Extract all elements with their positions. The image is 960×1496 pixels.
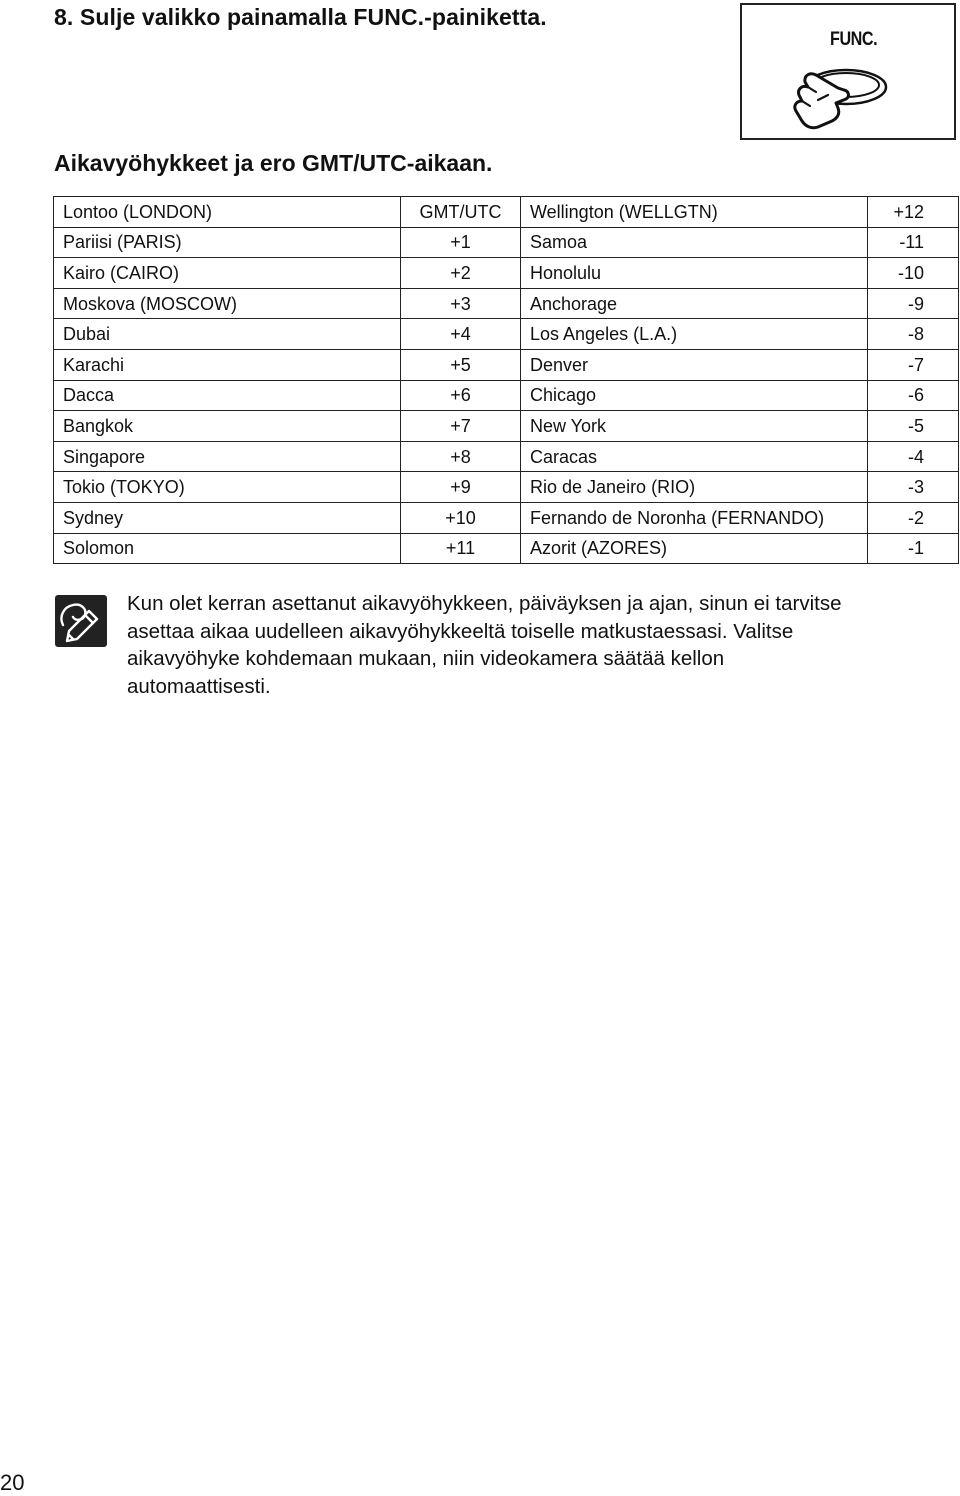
offset-cell: +2 (401, 258, 521, 289)
offset-cell: -8 (868, 319, 959, 350)
offset-cell: +11 (401, 533, 521, 564)
city-cell: New York (521, 411, 868, 442)
table-row (54, 502, 959, 533)
note-text (127, 590, 937, 700)
offset-cell: +4 (401, 319, 521, 350)
city-cell: Dacca (54, 380, 401, 411)
finger-press-icon (742, 5, 954, 138)
city-cell: Lontoo (LONDON) (54, 197, 401, 228)
offset-cell: +1 (401, 227, 521, 258)
offset-cell: -1 (868, 533, 959, 564)
city-cell: Samoa (521, 227, 868, 258)
city-cell: Anchorage (521, 288, 868, 319)
func-button-illustration (740, 3, 956, 140)
city-cell: Karachi (54, 349, 401, 380)
note-line: automaattisesti. (127, 674, 271, 698)
offset-cell: +3 (401, 288, 521, 319)
city-cell: Kairo (CAIRO) (54, 258, 401, 289)
offset-cell: -2 (868, 502, 959, 533)
section-title: Aikavyöhykkeet ja ero GMT/UTC-aikaan. (54, 150, 493, 176)
city-cell: Denver (521, 349, 868, 380)
offset-cell: +5 (401, 349, 521, 380)
city-cell: Los Angeles (L.A.) (521, 319, 868, 350)
offset-cell: +12 (868, 197, 959, 228)
table-row (54, 533, 959, 564)
table-row (54, 411, 959, 442)
city-cell: Dubai (54, 319, 401, 350)
offset-cell: +9 (401, 472, 521, 503)
note-line: Kun olet kerran asettanut aikavyöhykkeen, päiväyksen ja ajan, sinun ei tarvitse (127, 592, 842, 615)
city-cell: Solomon (54, 533, 401, 564)
offset-cell: +6 (401, 380, 521, 411)
offset-cell: +8 (401, 441, 521, 472)
city-cell: Caracas (521, 441, 868, 472)
city-cell: Honolulu (521, 258, 868, 289)
city-cell: Bangkok (54, 411, 401, 442)
city-cell: Fernando de Noronha (FERNANDO) (521, 502, 868, 533)
table-row (54, 288, 959, 319)
offset-cell: -3 (868, 472, 959, 503)
step-heading: 8. Sulje valikko painamalla FUNC.-painiketta. (54, 4, 547, 30)
offset-cell: -11 (868, 227, 959, 258)
pencil-note-icon (55, 595, 107, 647)
city-cell: Moskova (MOSCOW) (54, 288, 401, 319)
city-cell: Tokio (TOKYO) (54, 472, 401, 503)
city-cell: Rio de Janeiro (RIO) (521, 472, 868, 503)
city-cell: Singapore (54, 441, 401, 472)
table-row (54, 349, 959, 380)
offset-cell: +7 (401, 411, 521, 442)
table-row (54, 380, 959, 411)
city-cell: Azorit (AZORES) (521, 533, 868, 564)
offset-cell: -6 (868, 380, 959, 411)
table-row (54, 227, 959, 258)
table-row (54, 319, 959, 350)
note-line: asettaa aikaa uudelleen aikavyöhykkeeltä toiselle matkustaessasi. Valitse (127, 619, 794, 643)
city-cell: Pariisi (PARIS) (54, 227, 401, 258)
offset-cell: -4 (868, 441, 959, 472)
city-cell: Chicago (521, 380, 868, 411)
offset-cell: +10 (401, 502, 521, 533)
offset-cell: -10 (868, 258, 959, 289)
offset-cell: -7 (868, 349, 959, 380)
timezone-table (53, 196, 959, 564)
table-row (54, 197, 959, 228)
table-row (54, 472, 959, 503)
table-row (54, 258, 959, 289)
offset-cell: -9 (868, 288, 959, 319)
page-number: 20 (0, 1470, 25, 1495)
city-cell: Sydney (54, 502, 401, 533)
note-line: aikavyöhyke kohdemaan mukaan, niin videokamera säätää kellon (127, 647, 725, 671)
city-cell: Wellington (WELLGTN) (521, 197, 868, 228)
func-button-label: FUNC. (830, 29, 878, 50)
offset-cell: GMT/UTC (401, 197, 521, 228)
offset-cell: -5 (868, 411, 959, 442)
table-row (54, 441, 959, 472)
